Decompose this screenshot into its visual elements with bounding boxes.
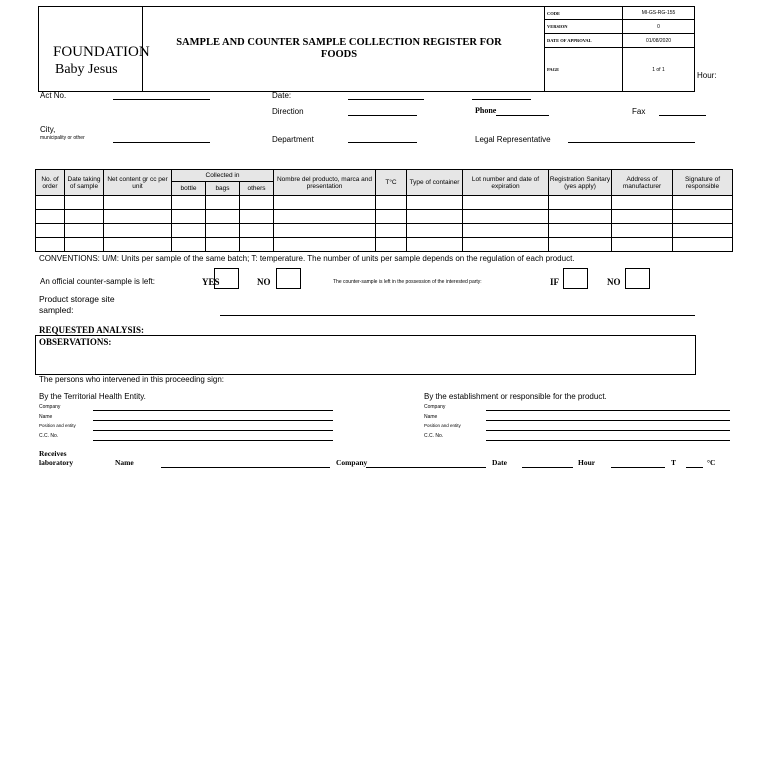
table-cell[interactable] xyxy=(463,196,549,210)
table-cell[interactable] xyxy=(36,224,65,238)
table-cell[interactable] xyxy=(673,196,733,210)
col-header-order: No. of order xyxy=(36,170,65,196)
table-cell[interactable] xyxy=(172,196,206,210)
table-cell[interactable] xyxy=(673,210,733,224)
requested-analysis-label: REQUESTED ANALYSIS: xyxy=(39,325,144,335)
receives-t-field[interactable] xyxy=(686,467,703,468)
version-label: VERSION xyxy=(547,24,568,29)
table-cell[interactable] xyxy=(36,238,65,252)
table-cell[interactable] xyxy=(549,224,612,238)
table-cell[interactable] xyxy=(549,238,612,252)
col-header-registration: Registration Sanitary (yes apply) xyxy=(549,170,612,196)
right-name-label: Name xyxy=(424,414,438,420)
receives-unit-label: °C xyxy=(707,458,716,467)
table-row[interactable] xyxy=(36,238,733,252)
counter-sample-question: An official counter-sample is left: xyxy=(40,277,156,286)
no-checkbox[interactable] xyxy=(276,268,301,289)
no2-label: NO xyxy=(607,277,621,287)
table-cell[interactable] xyxy=(612,196,673,210)
table-cell[interactable] xyxy=(612,238,673,252)
right-cc-label: C.C. No. xyxy=(424,433,444,439)
left-sign-title: By the Territorial Health Entity. xyxy=(39,392,146,401)
left-position-label: Position and entity xyxy=(39,423,76,428)
receives-date-field[interactable] xyxy=(522,467,573,468)
fax-label: Fax xyxy=(632,107,646,116)
header-row-line-3 xyxy=(544,47,695,48)
approval-label: DATE OF APPROVAL xyxy=(547,38,592,43)
table-cell[interactable] xyxy=(172,238,206,252)
table-row[interactable] xyxy=(36,224,733,238)
header-row-line-2 xyxy=(544,33,695,34)
table-row[interactable] xyxy=(36,196,733,210)
table-cell[interactable] xyxy=(549,196,612,210)
table-cell[interactable] xyxy=(65,238,104,252)
table-cell[interactable] xyxy=(36,210,65,224)
right-sign-title: By the establishment or responsible for the product. xyxy=(424,392,607,401)
date-field[interactable] xyxy=(348,99,424,100)
table-cell[interactable] xyxy=(36,196,65,210)
no-label: NO xyxy=(257,277,271,287)
phone-label: Phone xyxy=(475,106,497,115)
version-value: 0 xyxy=(657,24,660,30)
org-subname: Baby Jesus xyxy=(55,62,118,77)
left-name-label: Name xyxy=(39,414,53,420)
possession-note: The counter-sample is left in the possession of the interested party: xyxy=(333,279,482,285)
table-cell[interactable] xyxy=(240,224,274,238)
table-cell[interactable] xyxy=(104,196,172,210)
subheader-bottle: bottle xyxy=(172,182,206,196)
direction-label: Direction xyxy=(272,107,304,116)
header-row-line-1 xyxy=(544,19,695,20)
table-cell[interactable] xyxy=(612,224,673,238)
table-cell[interactable] xyxy=(274,210,376,224)
date-label: Date: xyxy=(272,91,292,100)
table-cell[interactable] xyxy=(104,210,172,224)
table-cell[interactable] xyxy=(240,196,274,210)
department-label: Department xyxy=(272,135,314,144)
legal-rep-field[interactable] xyxy=(568,142,695,143)
no2-checkbox[interactable] xyxy=(625,268,650,289)
city-field[interactable] xyxy=(113,142,210,143)
code-label: CODE xyxy=(547,11,561,16)
table-cell[interactable] xyxy=(206,210,240,224)
table-cell[interactable] xyxy=(240,210,274,224)
city-label: City, xyxy=(40,125,56,134)
subheader-bags: bags xyxy=(206,182,240,196)
table-cell[interactable] xyxy=(407,210,463,224)
col-header-collected: Collected in xyxy=(172,170,274,182)
col-header-container: Type of container xyxy=(407,170,463,196)
table-cell[interactable] xyxy=(407,224,463,238)
org-name: FOUNDATION xyxy=(53,44,150,60)
table-cell[interactable] xyxy=(463,224,549,238)
table-cell[interactable] xyxy=(673,238,733,252)
if-checkbox[interactable] xyxy=(563,268,588,289)
observations-box[interactable] xyxy=(35,335,696,375)
persons-note: The persons who intervened in this proceeding sign: xyxy=(39,375,224,384)
receives-hour-field[interactable] xyxy=(611,467,665,468)
receives-label: Receives xyxy=(39,449,67,458)
storage-label-1: Product storage site xyxy=(39,294,115,304)
right-position-field[interactable] xyxy=(486,430,730,431)
act-no-field[interactable] xyxy=(113,99,210,100)
table-cell[interactable] xyxy=(65,196,104,210)
receives-company-label: Company xyxy=(336,458,368,467)
receives-name-field[interactable] xyxy=(161,467,330,468)
table-row[interactable] xyxy=(36,210,733,224)
table-cell[interactable] xyxy=(612,210,673,224)
right-name-field[interactable] xyxy=(486,420,730,421)
table-cell[interactable] xyxy=(274,224,376,238)
table-cell[interactable] xyxy=(274,238,376,252)
storage-field[interactable] xyxy=(220,315,695,316)
col-header-address: Address of manufacturer xyxy=(612,170,673,196)
hour-field[interactable] xyxy=(472,99,531,100)
conventions-note: CONVENTIONS: U/M: Units per sample of the same batch; T: temperature. The number of units per sample depends on the regulation of each product. xyxy=(39,254,575,263)
hour-label: Hour: xyxy=(697,71,717,80)
table-cell[interactable] xyxy=(206,238,240,252)
left-position-field[interactable] xyxy=(93,430,333,431)
receives-t-label: T xyxy=(671,458,677,467)
left-cc-label: C.C. No. xyxy=(39,433,59,439)
phone-field[interactable] xyxy=(496,115,549,116)
receives-company-field[interactable] xyxy=(366,467,486,468)
act-no-label: Act No. xyxy=(40,91,67,100)
right-company-label: Company xyxy=(424,404,446,410)
left-name-field[interactable] xyxy=(93,420,333,421)
receives-hour-label: Hour xyxy=(578,458,596,467)
right-cc-field[interactable] xyxy=(486,440,730,441)
table-cell[interactable] xyxy=(407,238,463,252)
col-header-lot: Lot number and date of expiration xyxy=(463,170,549,196)
table-cell[interactable] xyxy=(376,224,407,238)
col-header-net-content: Net content gr cc per unit xyxy=(104,170,172,196)
table-cell[interactable] xyxy=(463,210,549,224)
table-cell[interactable] xyxy=(549,210,612,224)
approval-value: 01/08/2020 xyxy=(645,38,672,44)
department-field[interactable] xyxy=(348,142,417,143)
table-cell[interactable] xyxy=(172,210,206,224)
storage-label-2: sampled: xyxy=(39,305,74,315)
sample-table xyxy=(35,169,733,252)
receives-date-label: Date xyxy=(492,458,507,467)
col-header-product-name: Nombre del producto, marca and presentation xyxy=(274,170,376,196)
col-header-temp: T°C xyxy=(376,170,407,196)
table-cell[interactable] xyxy=(376,196,407,210)
yes-checkbox[interactable] xyxy=(214,268,239,289)
code-value: MI-GS-RG-155 xyxy=(641,10,676,16)
table-cell[interactable] xyxy=(673,224,733,238)
left-company-field[interactable] xyxy=(93,410,333,411)
table-cell[interactable] xyxy=(172,224,206,238)
table-cell[interactable] xyxy=(104,238,172,252)
table-cell[interactable] xyxy=(240,238,274,252)
table-cell[interactable] xyxy=(463,238,549,252)
if-label: IF xyxy=(550,277,559,287)
table-cell[interactable] xyxy=(206,224,240,238)
table-cell[interactable] xyxy=(376,238,407,252)
fax-field[interactable] xyxy=(659,115,706,116)
subheader-others: others xyxy=(240,182,274,196)
right-company-field[interactable] xyxy=(486,410,730,411)
observations-label: OBSERVATIONS: xyxy=(39,337,112,347)
table-cell[interactable] xyxy=(206,196,240,210)
col-header-signature: Signature of responsible xyxy=(673,170,733,196)
table-cell[interactable] xyxy=(407,196,463,210)
left-company-label: Company xyxy=(39,404,61,410)
receives-name-label: Name xyxy=(115,458,134,467)
left-cc-field[interactable] xyxy=(93,440,333,441)
laboratory-label: laboratory xyxy=(39,458,74,467)
city-sublabel: municipality or other xyxy=(40,135,85,141)
table-cell[interactable] xyxy=(104,224,172,238)
table-cell[interactable] xyxy=(65,224,104,238)
right-position-label: Position and entity xyxy=(424,423,461,428)
legal-rep-label: Legal Representative xyxy=(475,135,551,144)
page-value: 1 of 1 xyxy=(652,67,665,73)
direction-field[interactable] xyxy=(348,115,417,116)
page-label: PAGE xyxy=(547,67,560,72)
table-cell[interactable] xyxy=(376,210,407,224)
yes-label: YES xyxy=(202,277,220,287)
col-header-date: Date taking of sample xyxy=(65,170,104,196)
page-title: SAMPLE AND COUNTER SAMPLE COLLECTION REGISTER FOR FOODS xyxy=(176,37,502,60)
table-cell[interactable] xyxy=(274,196,376,210)
table-cell[interactable] xyxy=(65,210,104,224)
